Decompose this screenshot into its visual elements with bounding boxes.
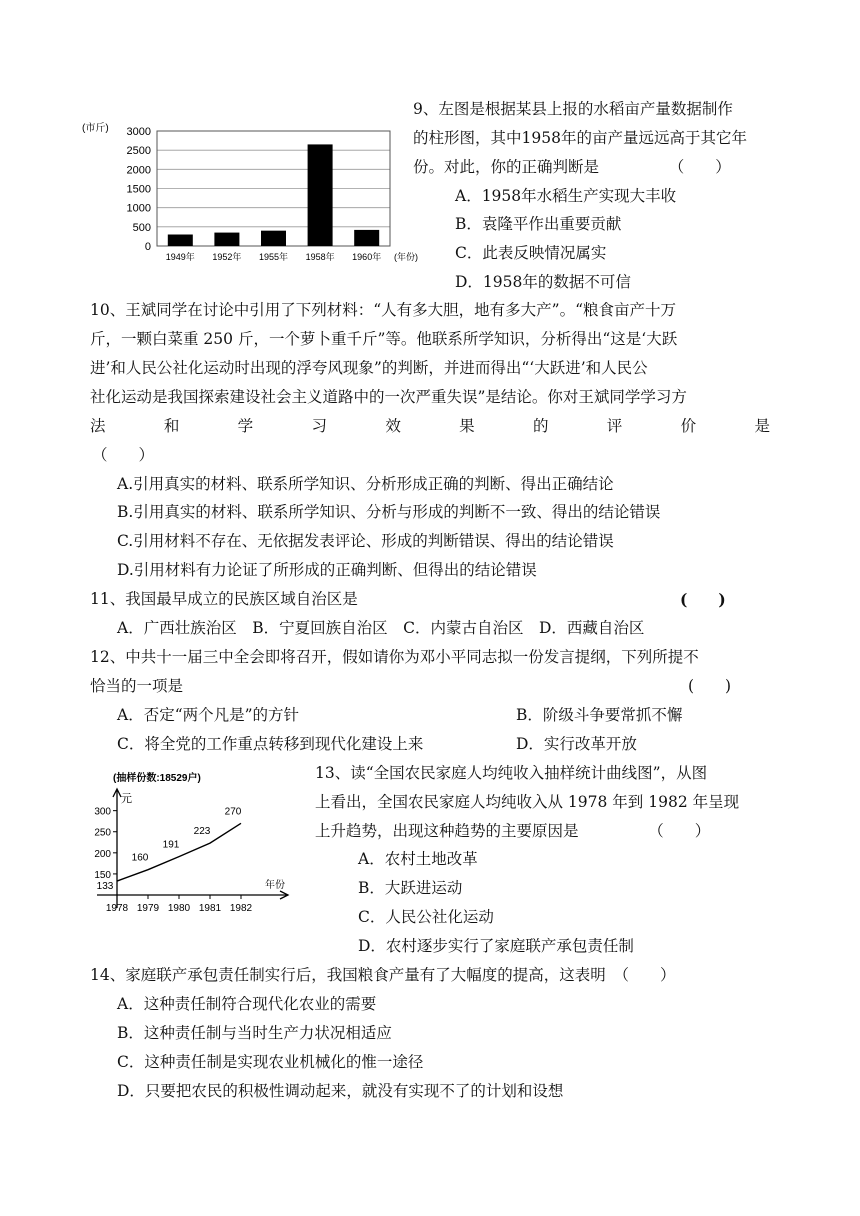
q10-spread-char: 效 bbox=[385, 417, 401, 435]
line-chart-point-label: 191 bbox=[162, 839, 180, 851]
bar-chart-bar bbox=[168, 235, 193, 247]
line-chart-ytick-label: 200 bbox=[94, 848, 111, 860]
q13-line-1: 13、读“全国农民家庭人均纯收入抽样统计曲线图”，从图 bbox=[315, 764, 708, 782]
bar-chart-bar bbox=[214, 233, 239, 246]
bar-chart-ytick-label: 3000 bbox=[126, 126, 151, 138]
bar-chart-xtick-label: 1958年 bbox=[305, 252, 335, 262]
q13-option-d: D．农村逐步实行了家庭联产承包责任制 bbox=[358, 937, 634, 955]
q12-option-b: B．阶级斗争要常抓不懈 bbox=[516, 706, 683, 724]
q10-spread-char: 价 bbox=[680, 417, 697, 435]
bar-chart-ytick-label: 1500 bbox=[126, 183, 151, 196]
q10-line-1: 10、王斌同学在讨论中引用了下列材料：“人有多大胆，地有多大产”。“粮食亩产十万 bbox=[90, 301, 676, 319]
line-chart-point-label: 133 bbox=[96, 881, 114, 893]
q10-spread-char: 学 bbox=[237, 417, 254, 435]
rice-yield-bar-chart bbox=[80, 118, 418, 268]
q12-answer-paren: ( ) bbox=[688, 677, 732, 695]
q10-spread-char: 评 bbox=[606, 417, 623, 435]
q9-line-3: 份。对此，你的正确判断是 （ ） bbox=[413, 158, 731, 176]
q9-option-c: C．此表反映情况属实 bbox=[455, 244, 607, 262]
line-chart-ytick-label: 150 bbox=[94, 869, 111, 881]
bar-chart-bar bbox=[354, 230, 379, 246]
q14-option-c: C．这种责任制是实现农业机械化的惟一途径 bbox=[117, 1053, 424, 1071]
bar-chart-bar bbox=[261, 231, 286, 246]
q10-spread-char: 法 bbox=[90, 417, 106, 435]
line-chart-ylabel: 元 bbox=[121, 793, 132, 805]
q9-option-d: D．1958年的数据不可信 bbox=[455, 273, 631, 291]
q9-option-b: B．袁隆平作出重要贡献 bbox=[455, 215, 622, 233]
q10-line-5 bbox=[90, 412, 770, 441]
q10-line-3: 进’和人民公社化运动时出现的浮夸风现象”的判断，并进而得出“‘大跃进’和人民公 bbox=[90, 359, 648, 377]
bar-chart-xtick-label: 1955年 bbox=[258, 252, 289, 262]
q10-spread-char: 是 bbox=[754, 417, 770, 435]
bar-chart-xtick-label: 1952年 bbox=[212, 252, 242, 262]
bar-chart-ytick-label: 2500 bbox=[126, 145, 151, 158]
bar-chart-xtick-label: 1960年 bbox=[352, 252, 382, 262]
line-chart-title: (抽样份数:18529户) bbox=[113, 773, 201, 784]
line-chart-ytick-label: 300 bbox=[94, 806, 111, 818]
q12-line-2: 恰当的一项是 bbox=[90, 677, 184, 695]
q12-option-c: C．将全党的工作重点转移到现代化建设上来 bbox=[117, 735, 424, 753]
line-chart-xtick-label: 1981 bbox=[198, 903, 222, 914]
bar-chart-ytick-label: 0 bbox=[144, 241, 151, 253]
bar-chart-bar bbox=[308, 144, 333, 246]
q13-line-3: 上升趋势，出现这种趋势的主要原因是 （ ） bbox=[315, 822, 711, 840]
q10-spread-char: 果 bbox=[459, 417, 475, 435]
bar-chart-xlabel: (年份) bbox=[394, 252, 418, 262]
q11-options: A．广西壮族治区 B．宁夏回族自治区 C．内蒙古自治区 D．西藏自治区 bbox=[117, 619, 645, 637]
q10-line-4: 社化运动是我国探索建设社会主义道路中的一次严重失误”是结论。你对王斌同学学习方 bbox=[90, 388, 687, 406]
q14-option-a: A．这种责任制符合现代化农业的需要 bbox=[117, 995, 377, 1013]
bar-chart-ytick-label: 500 bbox=[132, 221, 151, 234]
q10-option-d: D.引用材料有力论证了所形成的正确判断、但得出的结论错误 bbox=[117, 561, 537, 579]
q11-answer-paren: ( ) bbox=[680, 590, 726, 609]
q10-option-b: B.引用真实的材料、联系所学知识、分析与形成的判断不一致、得出的结论错误 bbox=[117, 503, 661, 521]
line-chart-xtick-label: 1982 bbox=[229, 903, 253, 914]
line-chart-xtick-label: 1979 bbox=[136, 903, 160, 914]
q14-stem: 14、家庭联产承包责任制实行后，我国粮食产量有了大幅度的提高，这表明 （ ） bbox=[90, 966, 676, 984]
farmer-income-line-chart bbox=[85, 770, 300, 918]
line-chart-point-label: 223 bbox=[193, 826, 211, 838]
line-chart-xtick-label: 1978 bbox=[105, 903, 129, 914]
q13-option-a: A．农村土地改革 bbox=[358, 850, 478, 868]
bar-chart-ytick-label: 2000 bbox=[126, 164, 151, 177]
bar-chart-ytick-label: 1000 bbox=[126, 202, 151, 215]
q10-spread-char: 的 bbox=[532, 417, 549, 435]
q10-line-2: 斤，一颗白菜重 250 斤，一个萝卜重千斤”等。他联系所学知识，分析得出“这是‘大跃 bbox=[90, 330, 678, 348]
q13-option-b: B．大跃进运动 bbox=[358, 879, 463, 897]
q10-option-c: C.引用材料不存在、无依据发表评论、形成的判断错误、得出的结论错误 bbox=[117, 532, 614, 550]
q10-spread-char: 习 bbox=[311, 417, 327, 435]
q12-option-d: D．实行改革开放 bbox=[516, 735, 637, 753]
q9-option-a: A．1958年水稻生产实现大丰收 bbox=[455, 187, 677, 205]
q9-line-1: 9、左图是根据某县上报的水稻亩产量数据制作 bbox=[413, 100, 733, 118]
line-chart-point-label: 160 bbox=[131, 852, 149, 864]
q13-line-2: 上看出，全国农民家庭人均纯收入从 1978 年到 1982 年呈现 bbox=[315, 793, 740, 811]
line-chart-point-label: 270 bbox=[224, 806, 242, 818]
q12-line-1: 12、中共十一届三中全会即将召开，假如请你为邓小平同志拟一份发言提纲，下列所提不 bbox=[90, 648, 699, 666]
line-chart-xtick-label: 1980 bbox=[167, 903, 191, 914]
q10-option-a: A.引用真实的材料、联系所学知识、分析形成正确的判断、得出正确结论 bbox=[117, 475, 614, 493]
bar-chart-xtick-label: 1949年 bbox=[165, 252, 195, 262]
q10-answer-paren: （ ） bbox=[92, 446, 155, 464]
q12-option-a: A．否定“两个凡是”的方针 bbox=[117, 706, 300, 724]
q14-option-d: D．只要把农民的积极性调动起来，就没有实现不了的计划和设想 bbox=[117, 1082, 564, 1100]
line-chart-ytick-label: 250 bbox=[94, 827, 111, 839]
q9-line-2: 的柱形图，其中1958年的亩产量远远高于其它年 bbox=[413, 129, 747, 147]
q10-spread-char: 和 bbox=[163, 417, 180, 435]
line-chart-xlabel: 年份 bbox=[265, 880, 285, 891]
q11-stem: 11、我国最早成立的民族区域自治区是 bbox=[90, 590, 358, 608]
bar-chart-ylabel: (市斤) bbox=[82, 123, 109, 134]
q14-option-b: B．这种责任制与当时生产力状况相适应 bbox=[117, 1024, 392, 1042]
q13-option-c: C．人民公社化运动 bbox=[358, 908, 494, 926]
